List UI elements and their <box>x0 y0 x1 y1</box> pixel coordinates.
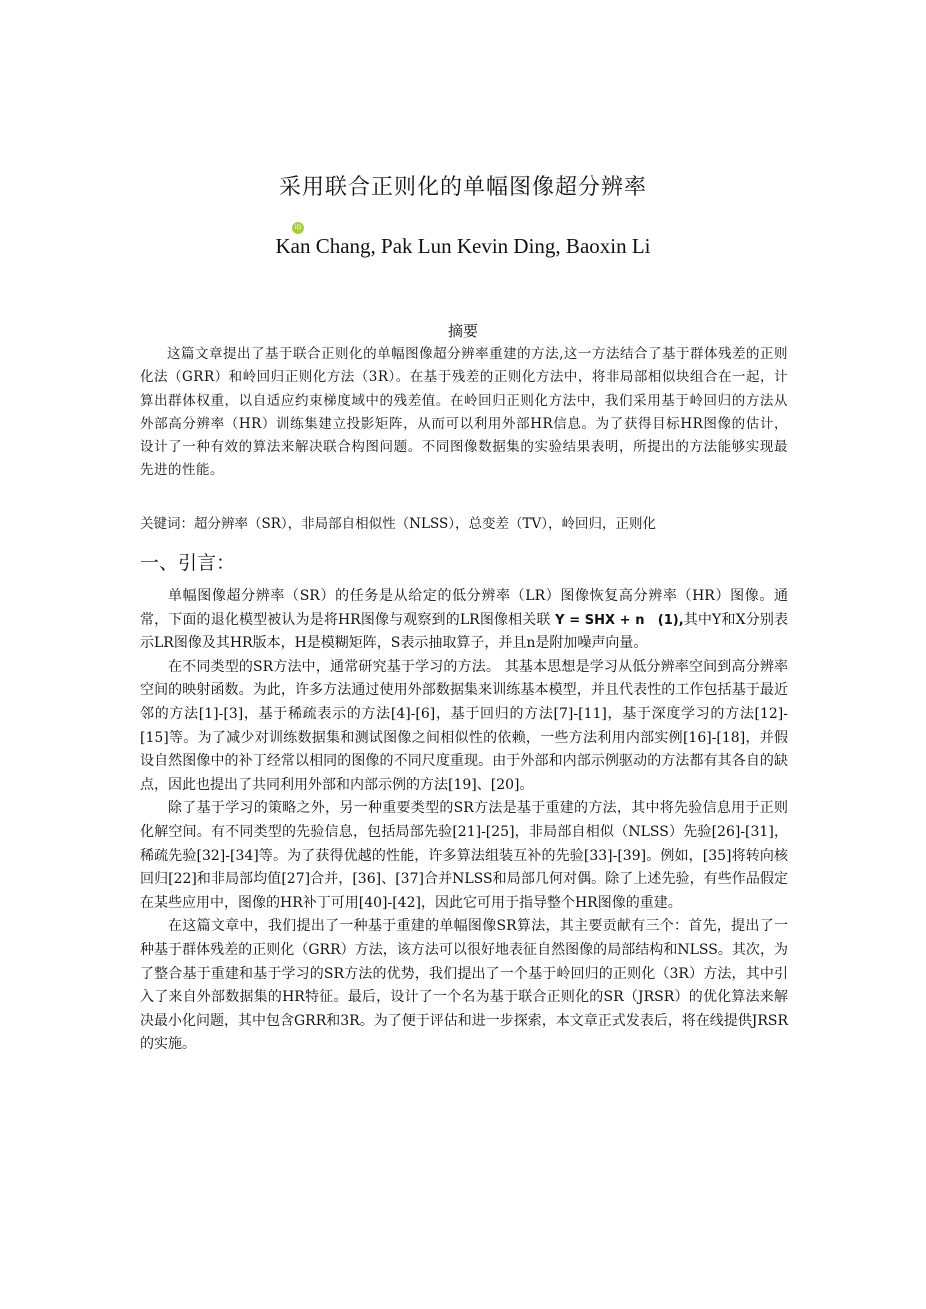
paragraph-3: 除了基于学习的策略之外，另一种重要类型的SR方法是基于重建的方法，其中将先验信息用于正则化解空间。有不同类型的先验信息，包括局部先验[21]-[25]，非局部自相似（NLSS）先验[26]-[31]，稀疏先验[32]-[34]等。为了获得优越的性能，许多算法组装互补的先验[33]-[39]。例如，[35]将转向核回归[22]和非局部均值[27]合并，[36]、[37]合并NLSS和局部几何对偶。除了上述先验，有些作品假定在某些应用中，图像的HR补丁可用[40]-[42]，因此它可用于指导整个HR图像的重建。 <box>140 800 788 911</box>
paragraph-2: 在不同类型的SR方法中，通常研究基于学习的方法。 其基本思想是学习从低分辨率空间到高分辨率空间的映射函数。为此，许多方法通过使用外部数据集来训练基本模型，并且代表性的工作包括基于最近邻的方法[1]-[3]，基于稀疏表示的方法[4]-[6]，基于回归的方法[7]-[11]，基于深度学习的方法[12]-[15]等。为了减少对训练数据集和测试图像之间相似性的依赖，一些方法利用内部实例[16]-[18]，并假设自然图像中的补丁经常以相同的图像的不同尺度重现。由于外部和内部示例驱动的方法都有其各自的缺点，因此也提出了共同利用外部和内部示例的方法[19]、[20]。 <box>140 658 788 793</box>
paragraph-1 <box>140 585 788 656</box>
abstract-heading: 摘要 <box>447 322 478 340</box>
paragraph-1-tail: 其中Y和X分别表示LR图像及其HR版本，H是模糊矩阵，S表示抽取算子，并且n是附加噪声向量。 <box>140 611 788 652</box>
keywords-line <box>140 513 800 535</box>
equation-1: Y = SHX + n (1), <box>555 612 684 628</box>
paper-title: 采用联合正则化的单幅图像超分辨率 <box>278 175 647 200</box>
paragraph-4: 在这篇文章中，我们提出了一种基于重建的单幅图像SR算法，其主要贡献有三个：首先，提出了一种基于群体残差的正则化（GRR）方法，该方法可以很好地表征自然图像的局部结构和NLSS。其次，为了整合基于重建和基于学习的SR方法的优势，我们提出了一个基于岭回归的正则化（3R）方法，其中引入了来自外部数据集的HR特征。最后，设计了一个名为基于联合正则化的SR（JRSR）的优化算法来解决最小化问题，其中包含GRR和3R。为了便于评估和进一步探索，本文章正式发表后，将在线提供JRSR的实施。 <box>140 918 788 1053</box>
orcid-icon[interactable]: iD <box>292 222 304 234</box>
paragraph-1-lead: 单幅图像超分辨率（SR）的任务是从给定的低分辨率（LR）图像恢复高分辨率（HR）图像。通常，下面的退化模型被认为是将HR图像与观察到的LR图像相关联 <box>140 588 788 628</box>
section-title: 一、引言： <box>140 552 236 574</box>
keywords-label: 关键词： <box>140 516 194 532</box>
section-body <box>140 585 788 1057</box>
author-list: Kan Chang, Pak Lun Kevin Ding, Baoxin Li <box>275 234 651 258</box>
abstract-text: 这篇文章提出了基于联合正则化的单幅图像超分辨率重建的方法,这一方法结合了基于群体残差的正则化法（GRR）和岭回归正则化方法（3R）。在基于残差的正则化方法中，将非局部相似块组合在一起，计算出群体权重，以自适应约束梯度域中的残差值。在岭回归正则化方法中，我们采用基于岭回归的方法从外部高分辨率（HR）训练集建立投影矩阵，从而可以利用外部HR信息。为了获得目标HR图像的估计，设计了一种有效的算法来解决联合构图问题。不同图像数据集的实验结果表明，所提出的方法能够实现最先进的性能。 <box>140 346 788 479</box>
keywords-list: 超分辨率（SR），非局部自相似性（NLSS），总变差（TV），岭回归，正则化 <box>194 516 656 532</box>
